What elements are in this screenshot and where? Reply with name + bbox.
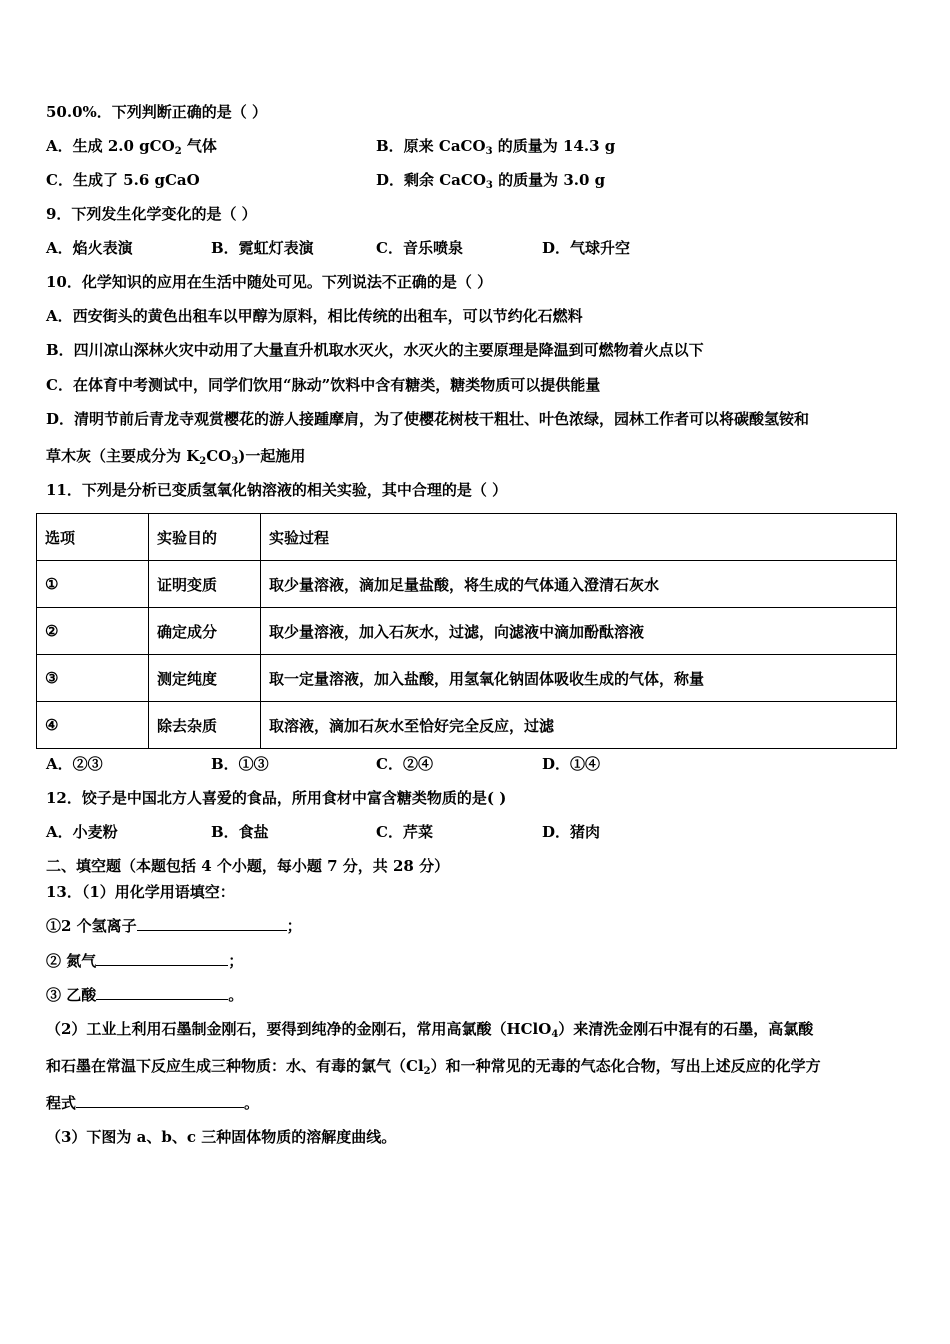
q8-option-b: B．原来 CaCO$_3$ 的质量为 14.3 g xyxy=(376,137,616,157)
table-row xyxy=(37,655,897,702)
q13-item-3: ③ 乙酸 。 xyxy=(46,986,244,1004)
q13-item-2: ② 氮气 ； xyxy=(46,952,244,970)
q8-option-d: D．剩余 CaCO$_3$ 的质量为 3.0 g xyxy=(376,171,606,191)
q13-part2-line3: 程式 。 xyxy=(46,1094,260,1112)
table-cell: 除去杂质 xyxy=(149,702,261,749)
table-cell: 取少量溶液，加入石灰水，过滤，向滤液中滴加酚酞溶液 xyxy=(261,608,897,655)
q11-option-a: A．②③ xyxy=(46,755,103,773)
q13-part3: （3）下图为 a、b、c 三种固体物质的溶解度曲线。 xyxy=(46,1128,397,1146)
table-row xyxy=(37,608,897,655)
table-row xyxy=(37,702,897,749)
table-header-cell: 选项 xyxy=(37,514,149,561)
table-header-cell: 实验过程 xyxy=(261,514,897,561)
q13-stem: 13．（1）用化学用语填空： xyxy=(46,883,235,901)
q11-stem: 11．下列是分析已变质氢氧化钠溶液的相关实验，其中合理的是（ ） xyxy=(46,481,508,499)
table-cell: 取少量溶液，滴加足量盐酸，将生成的气体通入澄清石灰水 xyxy=(261,561,897,608)
table-header-row xyxy=(37,514,897,561)
q10-option-d-continued: 草木灰（主要成分为 $K_2CO_3$)一起施用 xyxy=(46,447,306,467)
q10-option-d: D．清明节前后青龙寺观赏樱花的游人接踵摩肩，为了使樱花树枝干粗壮、叶色浓绿，园林工作者可以将碳酸氢铵和 xyxy=(46,410,810,428)
table-cell: 测定纯度 xyxy=(149,655,261,702)
q9-option-a: A．焰火表演 xyxy=(46,239,133,257)
q8-stem-tail: 50.0%．下列判断正确的是（ ） xyxy=(46,103,268,121)
section-heading: 二、填空题（本题包括 4 个小题，每小题 7 分，共 28 分） xyxy=(46,857,450,875)
table-cell: ① xyxy=(37,561,149,608)
answer-blank[interactable] xyxy=(76,1093,244,1108)
q13-part2-line1: （2）工业上利用石墨制金刚石，要得到纯净的金刚石，常用高氯酸（HClO$_4$）来清洗金刚石中混有的石墨，高氯酸 xyxy=(46,1020,814,1040)
answer-blank[interactable] xyxy=(96,951,228,966)
table-cell: 证明变质 xyxy=(149,561,261,608)
q12-stem: 12．饺子是中国北方人喜爱的食品，所用食材中富含糖类物质的是( ) xyxy=(46,789,507,807)
q11-option-b: B．①③ xyxy=(211,755,269,773)
q9-option-b: B．霓虹灯表演 xyxy=(211,239,314,257)
q12-option-a: A．小麦粉 xyxy=(46,823,118,841)
q12-option-c: C．芹菜 xyxy=(376,823,433,841)
table-cell: ② xyxy=(37,608,149,655)
q9-stem: 9．下列发生化学变化的是（ ） xyxy=(46,205,257,223)
q12-option-d: D．猪肉 xyxy=(542,823,601,841)
table-header-cell: 实验目的 xyxy=(149,514,261,561)
q8-option-a: A．生成 2.0 gCO$_2$ 气体 xyxy=(46,137,217,157)
q9-option-c: C．音乐喷泉 xyxy=(376,239,463,257)
q12-option-b: B．食盐 xyxy=(211,823,269,841)
table-cell: 确定成分 xyxy=(149,608,261,655)
q8-option-c: C．生成了 5.6 gCaO xyxy=(46,171,200,189)
table-cell: 取一定量溶液，加入盐酸，用氢氧化钠固体吸收生成的气体，称量 xyxy=(261,655,897,702)
q13-part2-line2: 和石墨在常温下反应生成三种物质：水、有毒的氯气$(Cl_2)$和一种常见的无毒的气态化合物，写出上述反应的化学方 xyxy=(46,1057,821,1077)
table-cell: 取溶液，滴加石灰水至恰好完全反应，过滤 xyxy=(261,702,897,749)
q11-experiment-table xyxy=(36,513,897,749)
answer-blank[interactable] xyxy=(96,985,228,1000)
table-cell: ④ xyxy=(37,702,149,749)
q13-item-1: ①2 个氢离子 ； xyxy=(46,917,302,935)
q10-option-b: B．四川凉山深林火灾中动用了大量直升机取水灭火，水灭火的主要原理是降温到可燃物着火点以下 xyxy=(46,341,704,359)
q11-option-d: D．①④ xyxy=(542,755,601,773)
q11-option-c: C．②④ xyxy=(376,755,433,773)
table-cell: ③ xyxy=(37,655,149,702)
q9-option-d: D．气球升空 xyxy=(542,239,631,257)
q10-option-a: A．西安街头的黄色出租车以甲醇为原料，相比传统的出租车，可以节约化石燃料 xyxy=(46,307,583,325)
answer-blank[interactable] xyxy=(137,916,287,931)
q10-stem: 10．化学知识的应用在生活中随处可见。下列说法不正确的是（ ） xyxy=(46,273,493,291)
q10-option-c: C．在体育中考测试中，同学们饮用“脉动”饮料中含有糖类，糖类物质可以提供能量 xyxy=(46,376,601,394)
table-row xyxy=(37,561,897,608)
